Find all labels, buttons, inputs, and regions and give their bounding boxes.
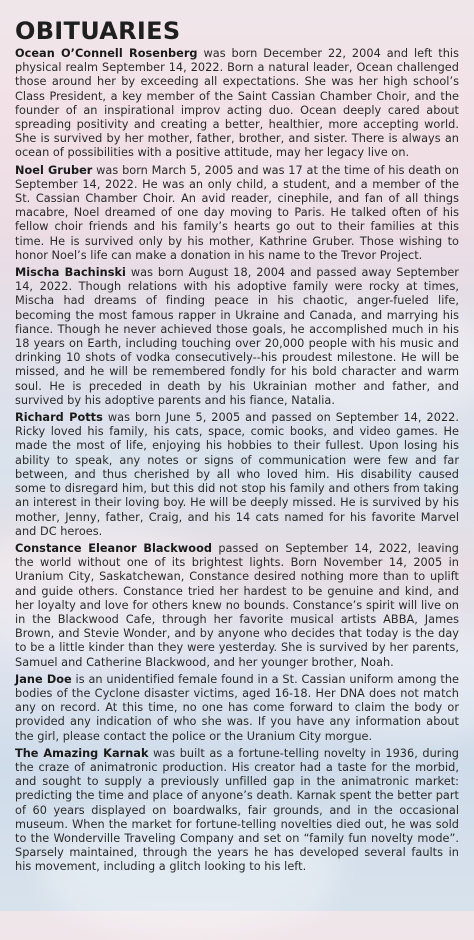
- obituary-text: is an unidentified female found in a St. Cassian uniform among the bodies of the Cyclone disaster victims, aged 16-18. Her DNA does not match any on record. At this time, no one has come forward to claim the body or provided any indication of who she was. If you have any information about the girl, please contact the police or the Uranium City morgue.: [15, 672, 459, 743]
- obituary-text: was born June 5, 2005 and passed on September 14, 2022. Ricky loved his family, his cats, space, comic books, and video games. He made the most of life, enjoying his hobbies to their fullest. Upon losing his ability to speak, any notes or signs of communication were few and far between, and thus cherished by all who loved him. His disability caused some to disregard him, but this did not stop his family and others from taking an interest in their loving boy. He will be deeply missed. He is survived by his mother, Jenny, father, Craig, and his 14 cats named for his favorite Marvel and DC heroes.: [15, 411, 460, 538]
- obituary-name: The Amazing Karnak: [15, 746, 149, 760]
- obituary-text: was born December 22, 2004 and left this physical realm September 14, 2022. Born a natural leader, Ocean challenged those around her by exceeding all expectations. She was her high school’s Class President, a key member of the Saint Cassian Chamber Choir, and the founder of an inspirational improv acting duo. Ocean deeply cared about spreading positivity and creating a better, healthier, more accepting world. She is survived by her mother, father, brother, and sister. There is always an ocean of possibilities with a positive attitude, may her legacy live on.: [15, 47, 460, 160]
- page-title: OBITUARIES: [15, 17, 181, 45]
- obituary-name: Constance Eleanor Blackwood: [15, 541, 212, 555]
- obituary-name: Jane Doe: [15, 672, 72, 686]
- obituary-entry-ocean: [15, 47, 459, 161]
- obituary-text: was born August 18, 2004 and passed away September 14, 2022. Though relations with his adoptive family were rocky at times, Mischa had dreams of finding peace in his chaotic, anger-fueled life, becoming the most famous rapper in Ukraine and Canada, and marrying his fiance. Though he never achieved those goals, he accomplished much in his 18 years on Earth, including touching over 20,000 people with his music and drinking 10 shots of vodka consecutively--his proudest milestone. He will be missed, and he will be remembered fondly for his bold character and warm soul. He is preceded in death by his Ukrainian mother and father, and survived by his adoptive parents and his fiance, Natalia.: [15, 266, 459, 407]
- obituary-name: Noel Gruber: [15, 163, 93, 177]
- obituary-name: Ocean O’Connell Rosenberg: [15, 47, 198, 60]
- obituary-text: passed on September 14, 2022, leaving the world without one of its brightest lights. Born November 14, 2005 in Uranium City, Saskatchewan, Constance desired nothing more than to uplift and guide others. Constance tried her hardest to be genuine and kind, and her loyalty and love for others knew no bounds. Constance’s spirit will live on in the Blackwood Cafe, through her favorite musical artists ABBA, James Brown, and Stevie Wonder, and by anyone who decides that today is the day to be a little kinder than they were yesterday. She is survived by her parents, Samuel and Catherine Blackwood, and her younger brother, Noah.: [15, 541, 459, 669]
- obituary-entry-jane-doe: [15, 673, 459, 744]
- obituary-name: Richard Potts: [15, 411, 103, 425]
- obituary-entry-mischa: [15, 266, 459, 408]
- obituary-text: was built as a fortune-telling novelty in 1936, during the craze of animatronic production. His creator had a taste for the morbid, and sought to supply a previously unfilled gap in the animatronic market: predicting the time and place of anyone’s death. Karnak spent the better part of 60 years displayed on boardwalks, fair grounds, and in the occasional museum. When the market for fortune-telling novelties died out, he was sold to the Wonderville Traveling Company and set on “family fun novelty mode”. Sparsely maintained, through the years he has developed several faults in his movement, including a glitch looking to his left.: [15, 746, 459, 874]
- obituary-entry-karnak: [15, 747, 459, 875]
- obituary-entry-noel: [15, 164, 459, 263]
- obituary-entry-richard: [15, 411, 459, 539]
- obituary-entry-constance: [15, 542, 459, 670]
- obituary-text: was born March 5, 2005 and was 17 at the time of his death on September 14, 2022. He was an only child, a student, and a member of the St. Cassian Chamber Choir. An avid reader, cinephile, and fan of all things macabre, Noel dreamed of one day moving to Paris. He talked often of his fellow choir friends and his family’s hearts go out to their families at this time. He is survived only by his mother, Kathrine Gruber. Those wishing to honor Noel’s life can make a donation in his name to the Trevor Project.: [15, 163, 459, 262]
- obituary-name: Mischa Bachinski: [15, 266, 126, 280]
